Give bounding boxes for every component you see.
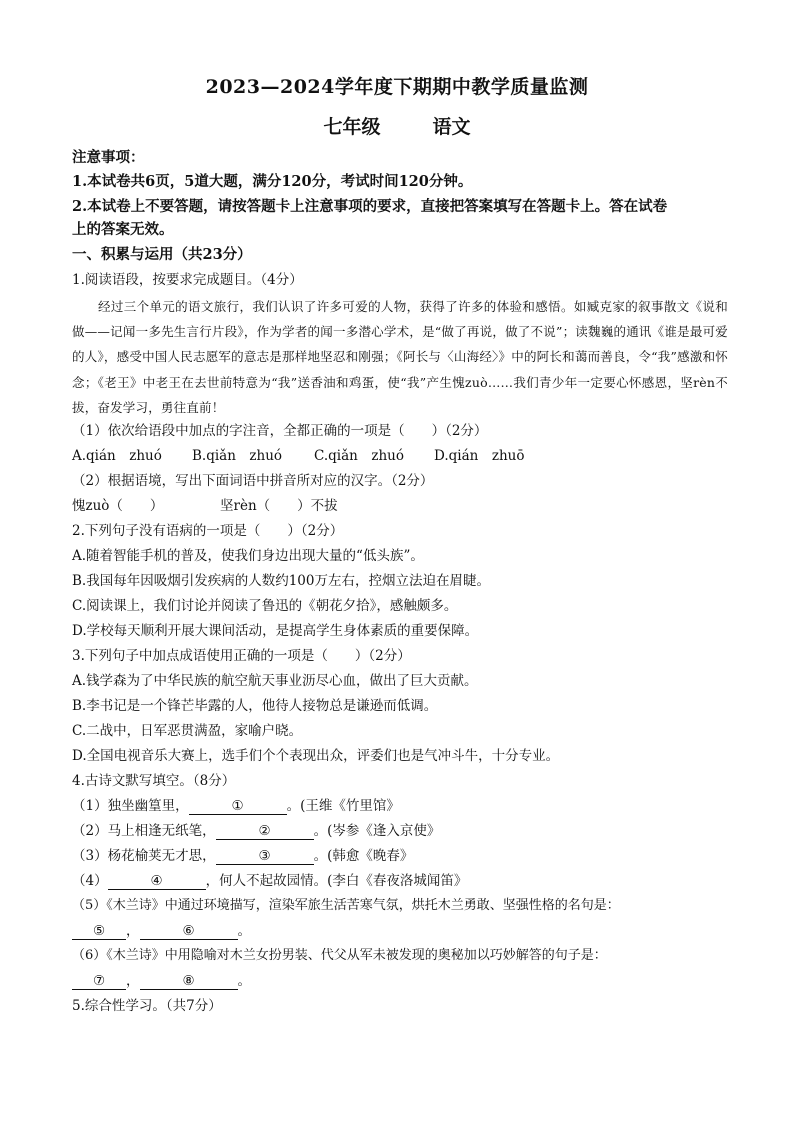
q4-blank-4[interactable]: ④ xyxy=(108,873,206,890)
q4-line-5-blanks xyxy=(72,921,732,941)
q2-option-a[interactable]: A.随着智能手机的普及，使我们身边出现大量的“低头族”。 xyxy=(72,548,424,564)
q1-stem: 1.阅读语段，按要求完成题目。（4分） xyxy=(72,272,303,288)
q3-option-a[interactable]: A.钱学森为了中华民族的航空航天事业沥尽心血，做出了巨大贡献。 xyxy=(72,673,478,689)
q4-stem: 4.古诗文默写填空。（8分） xyxy=(72,773,236,789)
q4-l1-post: 。(王维《竹里馆》 xyxy=(286,798,400,814)
q2-stem: 2.下列句子没有语病的一项是（ ）（2分） xyxy=(72,523,344,539)
q4-blank-6[interactable]: ⑥ xyxy=(140,923,238,940)
exam-title: 2023—2024学年度下期期中教学质量监测 xyxy=(205,76,589,98)
subject-label: 语文 xyxy=(432,116,471,138)
q2-option-c[interactable]: C.阅读课上，我们讨论并阅读了鲁迅的《朝花夕拾》，感触颇多。 xyxy=(72,598,458,614)
grade-label: 七年级 xyxy=(323,116,381,138)
q4-comma-5: ， xyxy=(126,923,140,939)
q1-option-c[interactable]: C.qiǎn zhuó xyxy=(314,448,404,464)
section1-heading: 一、积累与运用（共23分） xyxy=(72,246,252,263)
q4-blank-5[interactable]: ⑤ xyxy=(72,923,126,940)
q4-line-2 xyxy=(72,821,732,841)
q4-l4-post: ，何人不起故园情。(李白《春夜洛城闻笛》 xyxy=(205,873,468,889)
q4-blank-3[interactable]: ③ xyxy=(216,848,314,865)
q1-options xyxy=(72,446,732,466)
q4-l2-pre: （2）马上相逢无纸笔， xyxy=(72,823,216,839)
notes-item-1: 1.本试卷共6页，5道大题，满分120分，考试时间120分钟。 xyxy=(72,173,473,190)
q4-period-5: 。 xyxy=(237,923,251,939)
exam-subtitle xyxy=(0,112,794,139)
q1-fill-ren[interactable]: 坚rèn（ ）不拔 xyxy=(220,498,338,514)
q1-passage: 经过三个单元的语文旅行，我们认识了许多可爱的人物，获得了许多的体验和感悟。如臧克家的叙事散文《说和做——记闻一多先生言行片段》，作为学者的闻一多潜心学术，是“做了再说，做了不说”；读魏巍的通讯《谁是最可爱的人》，感受中国人民志愿军的意志是那样地坚忍和刚强；《阿长与〈山海经〉》中的阿长和蔼而善良，令“我”感激和怀念；《老王》中老王在去世前特意为“我”送香油和鸡蛋，使“我”产生愧zuò……我们青少年一定要心怀感恩，坚rèn不拔，奋发学习，勇往直前！ xyxy=(72,299,728,415)
notes-item-2b: 上的答案无效。 xyxy=(72,221,174,238)
q4-line-5: （5）《木兰诗》中通过环境描写，渲染军旅生活苦寒气氛，烘托木兰勇敢、坚强性格的名句是： xyxy=(72,898,620,913)
q3-option-c[interactable]: C.二战中，日军恶贯满盈，家喻户晓。 xyxy=(72,723,303,739)
q1-option-b[interactable]: B.qiǎn zhuó xyxy=(192,448,283,464)
q2-option-b[interactable]: B.我国每年因吸烟引发疾病的人数约100万左右，控烟立法迫在眉睫。 xyxy=(72,573,490,589)
q4-comma-6: ， xyxy=(126,973,140,989)
q1-fill-zuo[interactable]: 愧zuò（ ） xyxy=(72,498,164,514)
notes-heading: 注意事项： xyxy=(72,149,145,166)
q4-blank-1[interactable]: ① xyxy=(189,798,287,815)
q4-blank-8[interactable]: ⑧ xyxy=(140,973,238,990)
q1-sub1: （1）依次给语段中加点的字注音，全都正确的一项是（ ）（2分） xyxy=(72,423,488,439)
q1-option-d[interactable]: D.qián zhuō xyxy=(434,448,525,464)
q3-option-b[interactable]: B.李书记是一个锋芒毕露的人，他待人接物总是谦逊而低调。 xyxy=(72,698,438,714)
q4-blank-2[interactable]: ② xyxy=(216,823,314,840)
q4-blank-7[interactable]: ⑦ xyxy=(72,973,126,990)
q3-stem: 3.下列句子中加点成语使用正确的一项是（ ）（2分） xyxy=(72,648,411,664)
q1-fill xyxy=(72,496,732,516)
q3-option-d[interactable]: D.全国电视音乐大赛上，选手们个个表现出众，评委们也是气冲斗牛，十分专业。 xyxy=(72,748,560,764)
q4-l3-post: 。(韩愈《晚春》 xyxy=(313,848,414,864)
q5-stem: 5.综合性学习。（共7分） xyxy=(72,998,222,1014)
q2-option-d[interactable]: D.学校每天顺利开展大课间活动，是提高学生身体素质的重要保障。 xyxy=(72,623,479,639)
q4-period-6: 。 xyxy=(237,973,251,989)
q4-l1-pre: （1）独坐幽篁里， xyxy=(72,798,189,814)
q4-line-1 xyxy=(72,796,732,816)
q4-line-6: （6）《木兰诗》中用隐喻对木兰女扮男装、代父从军未被发现的奥秘加以巧妙解答的句子是： xyxy=(72,948,607,963)
q4-l2-post: 。(岑参《逢入京使》 xyxy=(313,823,441,839)
q1-option-a[interactable]: A.qián zhuó xyxy=(72,448,162,464)
q4-l3-pre: （3）杨花榆荚无才思， xyxy=(72,848,216,864)
q4-l4-pre: （4） xyxy=(72,873,108,889)
q4-line-4 xyxy=(72,871,732,891)
notes-item-2a: 2.本试卷上不要答题，请按答题卡上注意事项的要求，直接把答案填写在答题卡上。答在试卷 xyxy=(72,198,668,215)
q1-sub2: （2）根据语境，写出下面词语中拼音所对应的汉字。（2分） xyxy=(72,473,434,489)
q4-line-6-blanks xyxy=(72,971,732,991)
q4-line-3 xyxy=(72,846,732,866)
